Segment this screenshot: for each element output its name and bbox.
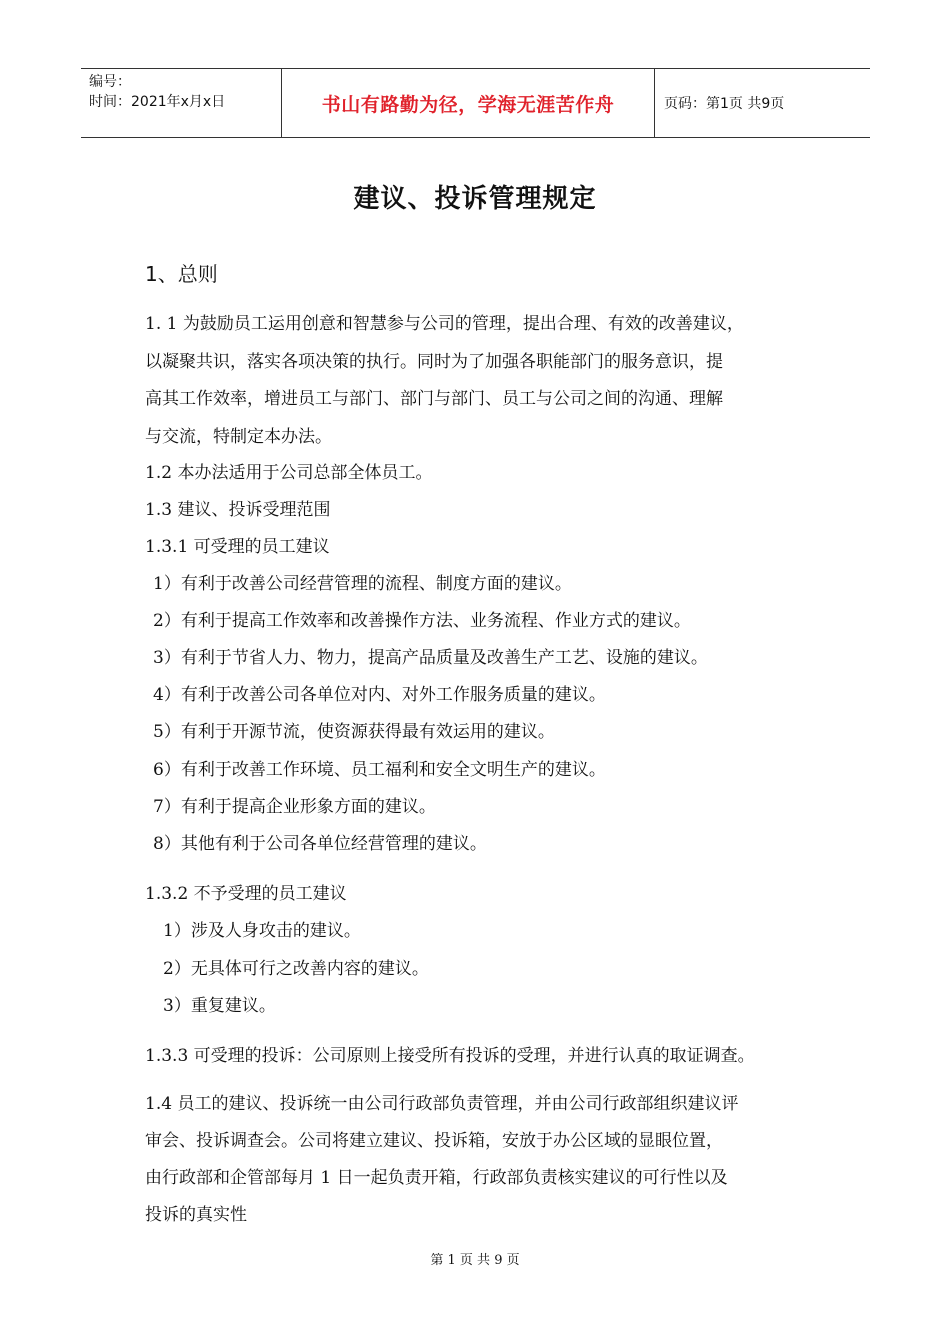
page-footer: 第 1 页 共 9 页 — [430, 1253, 520, 1268]
list-item: 8）其他有利于公司各单位经营管理的建议。 — [153, 834, 487, 854]
number-label: 编号： — [89, 74, 131, 90]
header-page-cell — [655, 69, 870, 137]
list-item: 1）有利于改善公司经营管理的流程、制度方面的建议。 — [153, 574, 572, 594]
motto-text: 书山有路勤为径，学海无涯苦作舟 — [321, 93, 615, 116]
paragraph-line: 审会、投诉调查会。公司将建立建议、投诉箱，安放于办公区域的显眼位置， — [145, 1131, 723, 1151]
paragraph-line: 1. 1 为鼓励员工运用创意和智慧参与公司的管理，提出合理、有效的改善建议， — [145, 314, 744, 334]
list-item: 2）有利于提高工作效率和改善操作方法、业务流程、作业方式的建议。 — [153, 611, 691, 631]
paragraph-line: 投诉的真实性 — [145, 1205, 247, 1225]
list-item: 1）涉及人身攻击的建议。 — [163, 921, 361, 941]
list-item: 2）无具体可行之改善内容的建议。 — [163, 959, 429, 979]
list-item: 3）有利于节省人力、物力，提高产品质量及改善生产工艺、设施的建议。 — [153, 648, 708, 668]
list-item: 3）重复建议。 — [163, 996, 276, 1016]
clause-1-2: 1.2 本办法适用于公司总部全体员工。 — [145, 463, 433, 483]
clause-1-3-1: 1.3.1 可受理的员工建议 — [145, 537, 330, 557]
document-title: 建议、投诉管理规定 — [353, 184, 597, 214]
clause-1-3-2: 1.3.2 不予受理的员工建议 — [145, 884, 347, 904]
list-item: 6）有利于改善工作环境、员工福利和安全文明生产的建议。 — [153, 760, 606, 780]
section-heading: 1、总则 — [145, 262, 218, 286]
list-item: 5）有利于开源节流，使资源获得最有效运用的建议。 — [153, 722, 555, 742]
list-item: 7）有利于提高企业形象方面的建议。 — [153, 797, 436, 817]
paragraph-line: 与交流，特制定本办法。 — [145, 427, 332, 447]
clause-1-3: 1.3 建议、投诉受理范围 — [145, 500, 331, 520]
paragraph-line: 高其工作效率，增进员工与部门、部门与部门、员工与公司之间的沟通、理解 — [145, 389, 723, 409]
list-item: 4）有利于改善公司各单位对内、对外工作服务质量的建议。 — [153, 685, 606, 705]
paragraph-line: 1.4 员工的建议、投诉统一由公司行政部负责管理，并由公司行政部组织建议评 — [145, 1094, 739, 1114]
time-label: 时间：2021年x月x日 — [89, 94, 226, 110]
header-meta-cell — [81, 69, 282, 137]
clause-1-3-3: 1.3.3 可受理的投诉：公司原则上接受所有投诉的受理，并进行认真的取证调查。 — [145, 1046, 755, 1066]
header-motto-cell — [282, 69, 655, 137]
page-label: 页码：第1页 共9页 — [664, 96, 785, 112]
document-header — [81, 68, 870, 138]
paragraph-line: 由行政部和企管部每月 1 日一起负责开箱，行政部负责核实建议的可行性以及 — [145, 1168, 728, 1188]
paragraph-line: 以凝聚共识，落实各项决策的执行。同时为了加强各职能部门的服务意识，提 — [145, 352, 723, 372]
